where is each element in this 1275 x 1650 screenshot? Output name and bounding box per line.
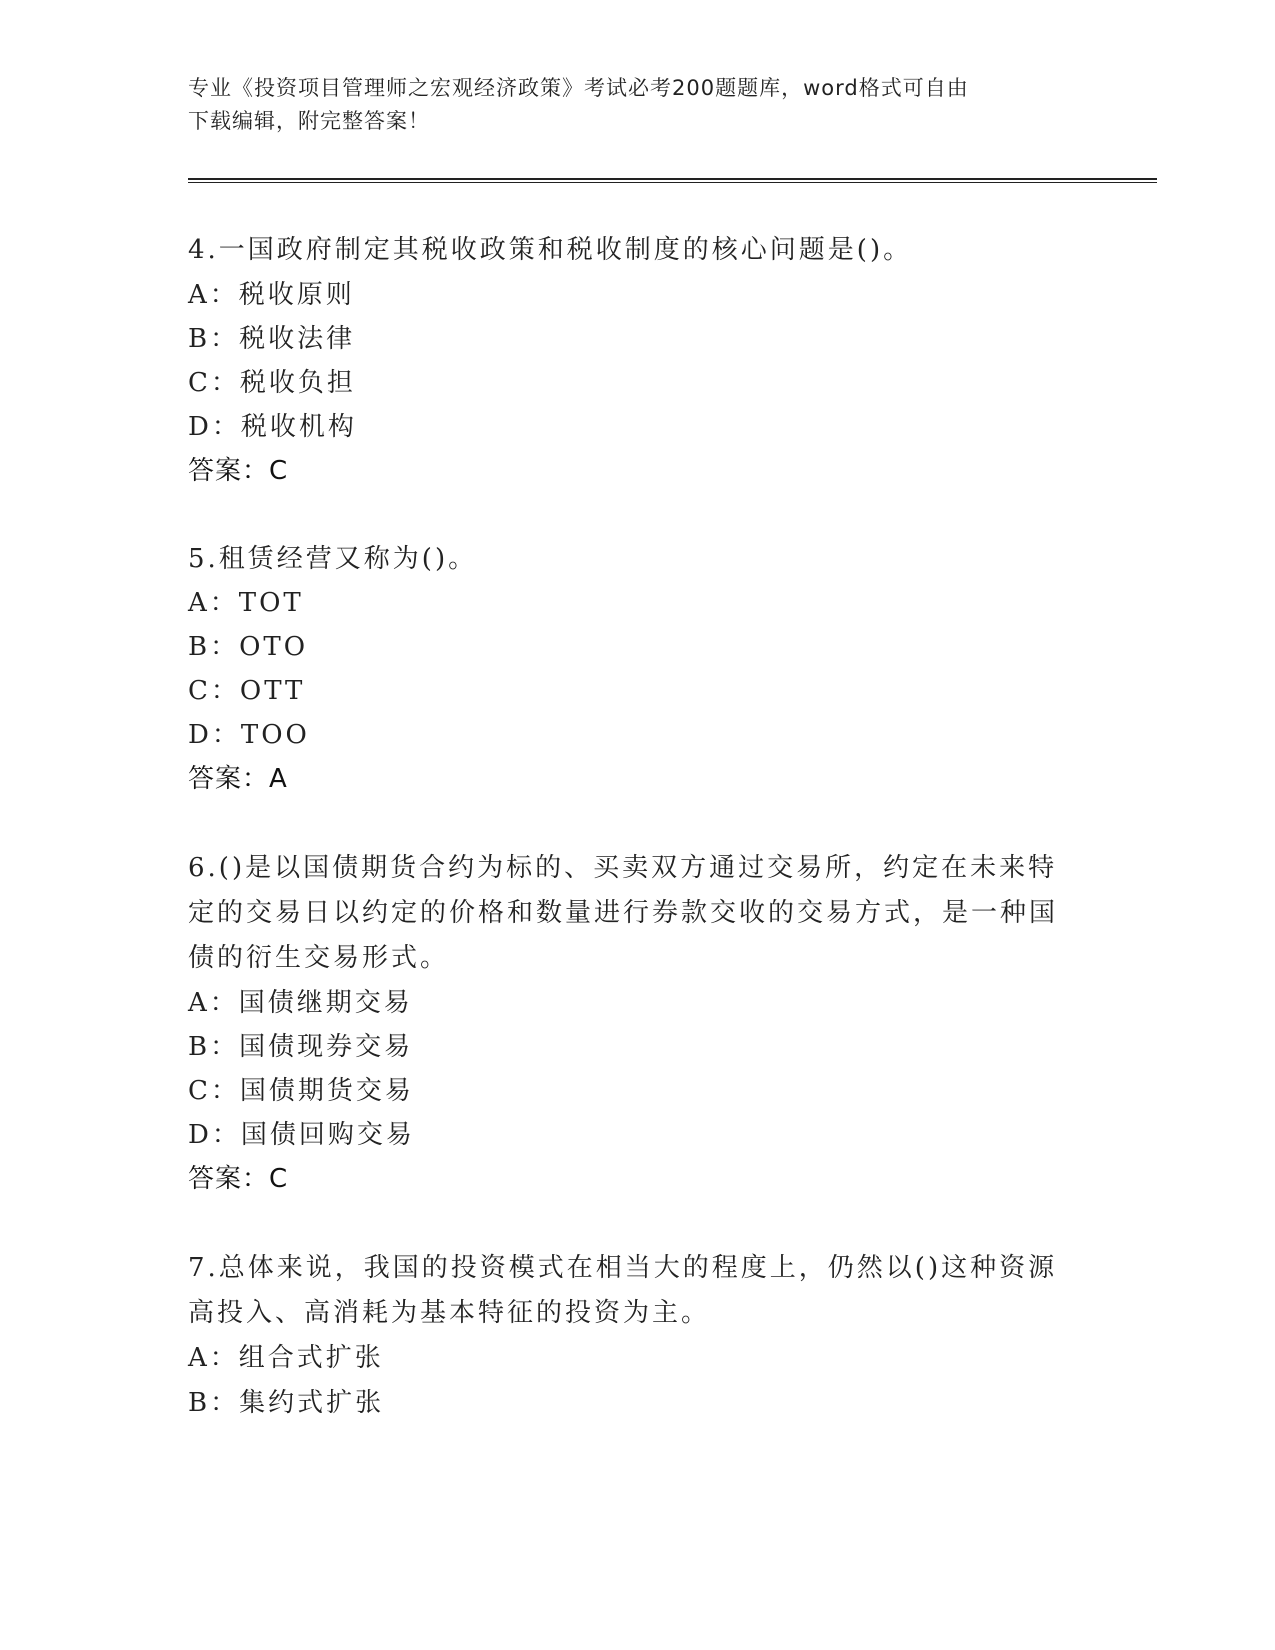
question-4-text: 4.一国政府制定其税收政策和税收制度的核心问题是()。 bbox=[188, 235, 913, 265]
question-4-option-d: D：税收机构 bbox=[188, 412, 357, 442]
header-divider-thin bbox=[188, 182, 1157, 183]
question-6-option-b: B：国债现券交易 bbox=[188, 1032, 414, 1062]
question-6-option-c: C：国债期货交易 bbox=[188, 1076, 414, 1106]
question-6-option-d: D：国债回购交易 bbox=[188, 1120, 415, 1150]
question-7-option-a: A：组合式扩张 bbox=[188, 1343, 384, 1373]
question-7-text-line-1: 7.总体来说，我国的投资模式在相当大的程度上，仍然以()这种资源 bbox=[188, 1253, 1058, 1283]
question-4-option-b: B：税收法律 bbox=[188, 324, 356, 354]
header-divider-thick bbox=[188, 178, 1157, 180]
question-5-option-d: D：TOO bbox=[188, 720, 310, 750]
question-4-option-c: C：税收负担 bbox=[188, 368, 356, 398]
header-line-1: 专业《投资项目管理师之宏观经济政策》考试必考200题题库，word格式可自由 bbox=[188, 76, 969, 100]
question-4-option-a: A：税收原则 bbox=[188, 280, 355, 310]
document-header bbox=[188, 72, 1088, 138]
question-7-option-b: B：集约式扩张 bbox=[188, 1388, 385, 1418]
question-5-option-c: C：OTT bbox=[188, 676, 306, 706]
question-5-answer: 答案：A bbox=[188, 764, 288, 794]
question-6-text-line-3: 债的衍生交易形式。 bbox=[188, 943, 450, 973]
question-4-answer: 答案：C bbox=[188, 456, 289, 486]
question-5-option-a: A：TOT bbox=[188, 588, 304, 618]
question-5-option-b: B：OTO bbox=[188, 632, 309, 662]
question-5-text: 5.租赁经营又称为()。 bbox=[188, 544, 478, 574]
question-6-text-line-2: 定的交易日以约定的价格和数量进行券款交收的交易方式，是一种国 bbox=[188, 898, 1059, 928]
header-line-2: 下载编辑，附完整答案！ bbox=[188, 109, 430, 133]
question-6-option-a: A：国债继期交易 bbox=[188, 988, 413, 1018]
question-6-text-line-1: 6.()是以国债期货合约为标的、买卖双方通过交易所，约定在未来特 bbox=[188, 853, 1058, 883]
question-6-answer: 答案：C bbox=[188, 1164, 289, 1194]
question-7-text-line-2: 高投入、高消耗为基本特征的投资为主。 bbox=[188, 1298, 711, 1328]
